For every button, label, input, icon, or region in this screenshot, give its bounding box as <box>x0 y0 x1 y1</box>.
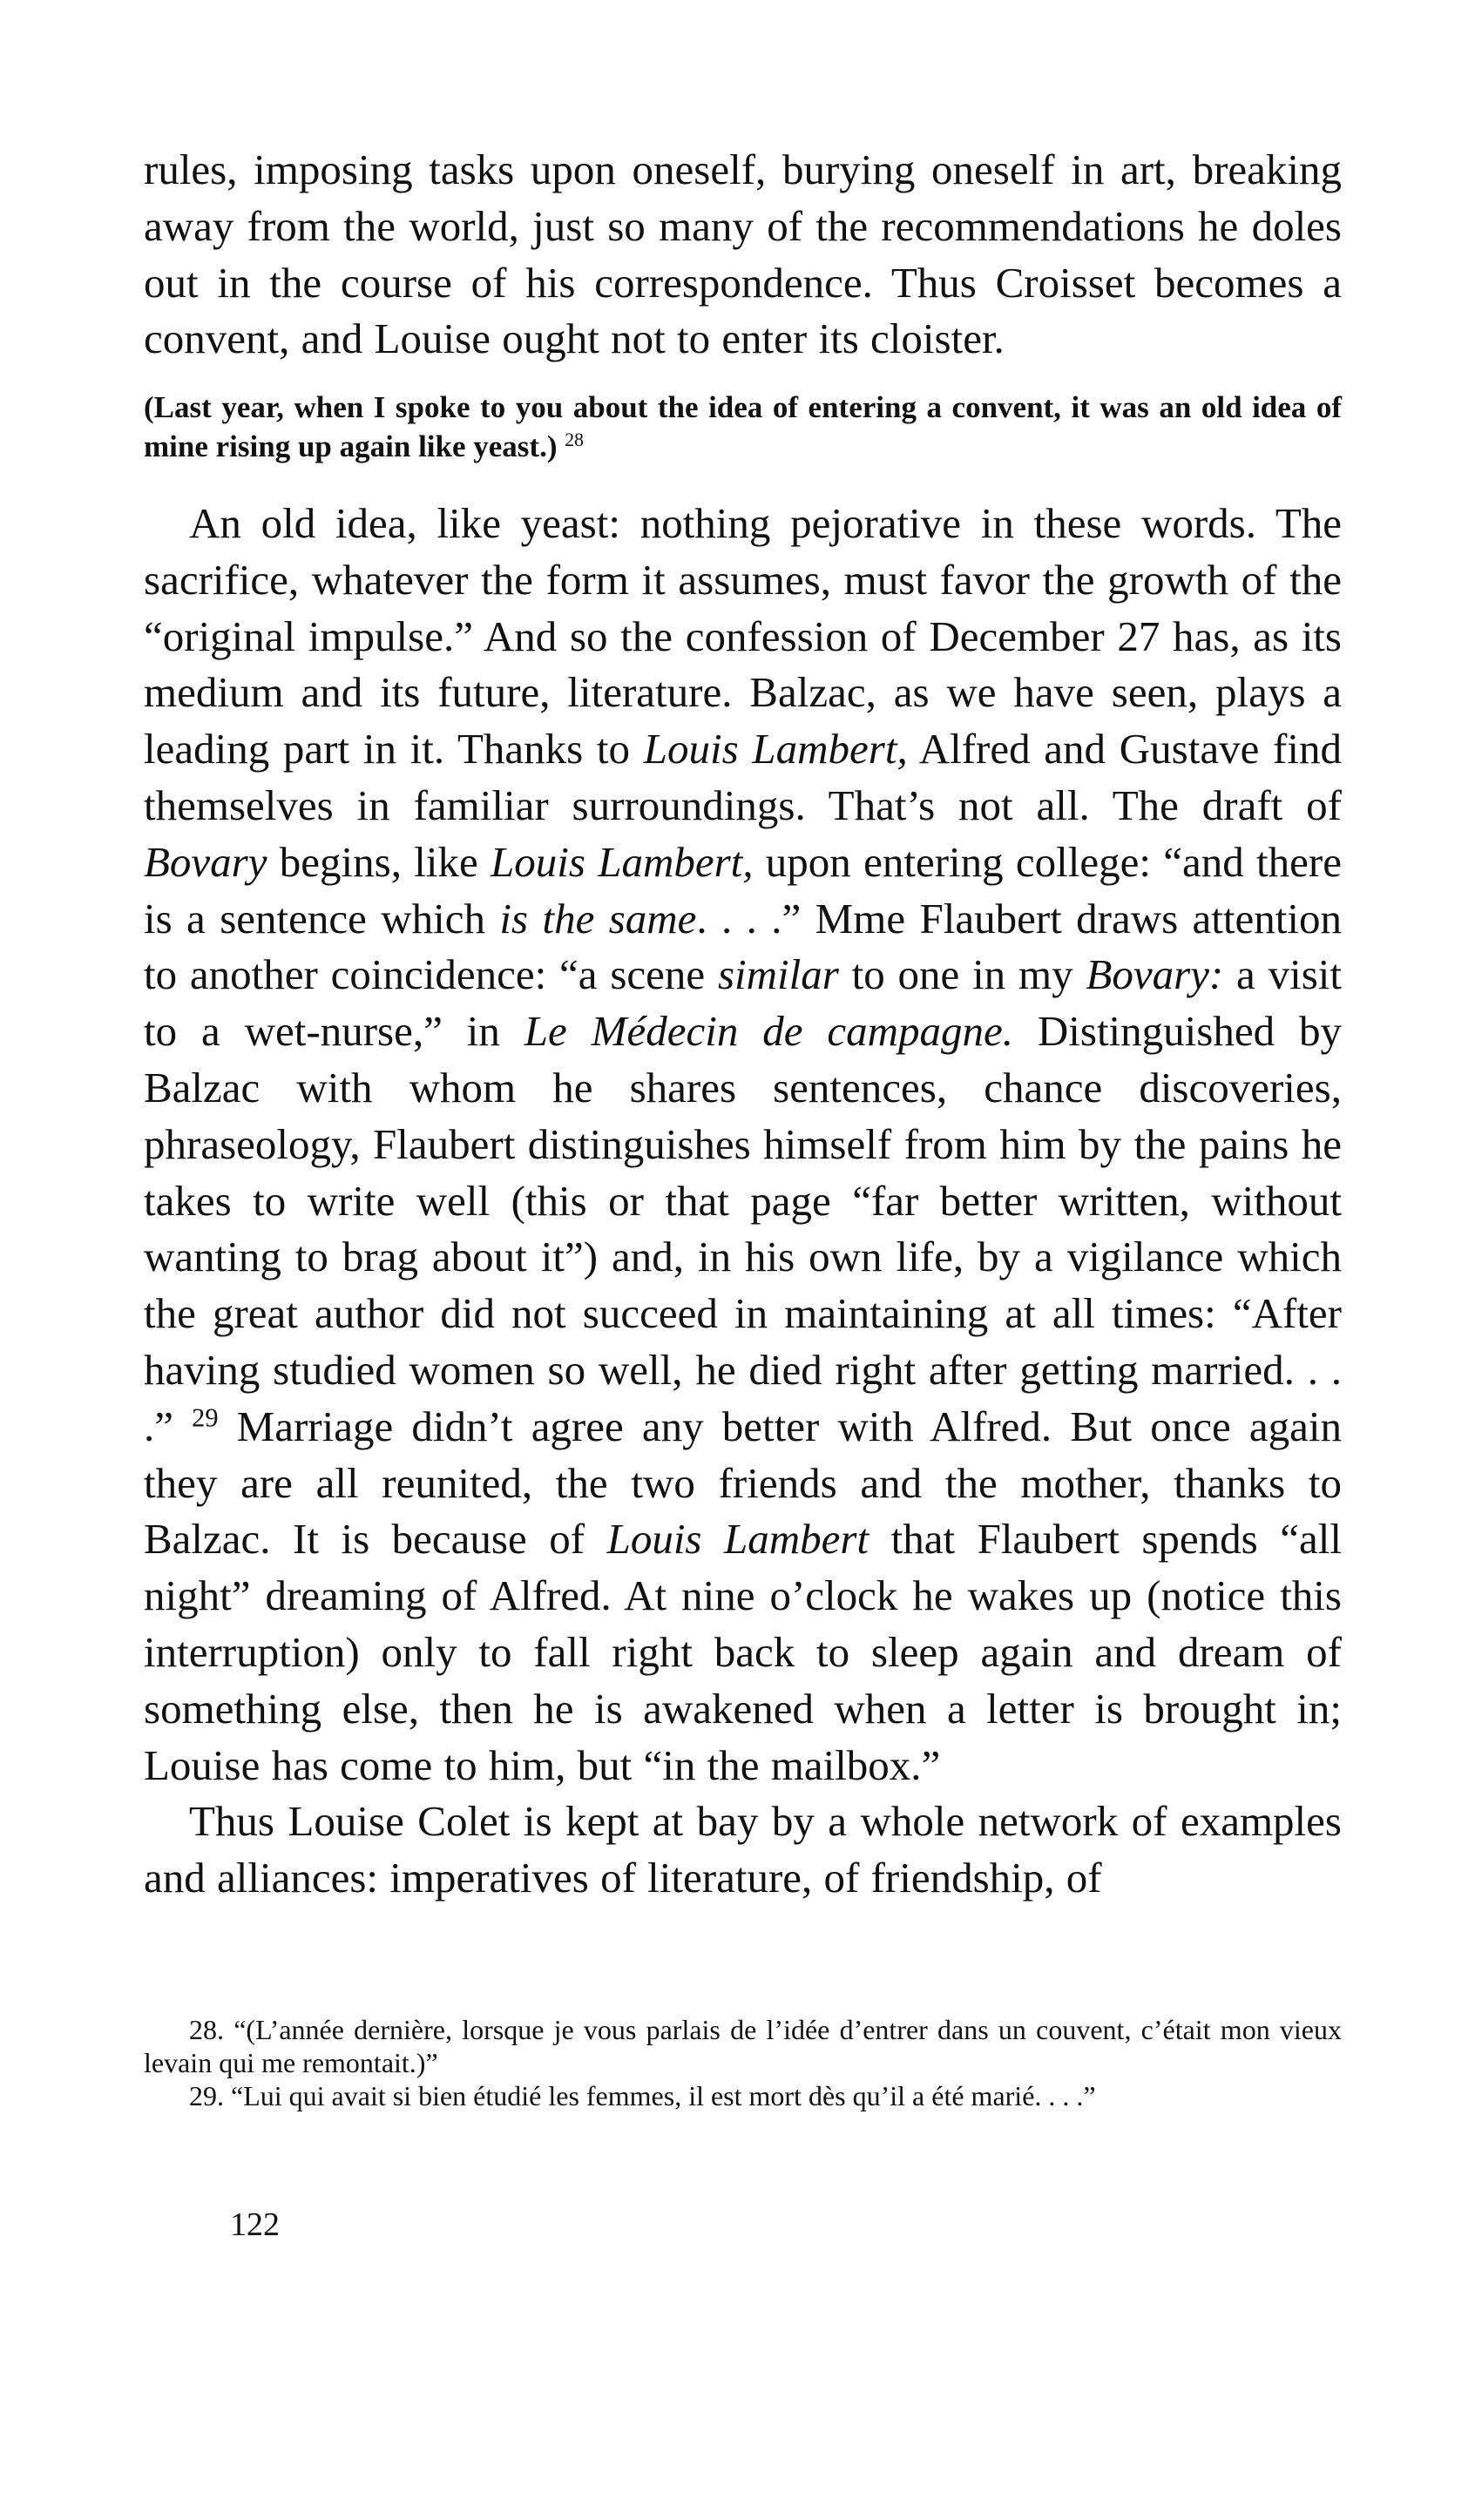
block-quote <box>144 388 1342 466</box>
page-number: 122 <box>230 2206 280 2243</box>
p2-text: to one in my <box>838 950 1086 999</box>
p2-text: begins, like <box>267 837 491 886</box>
footnote-number: 28. <box>189 2014 224 2045</box>
paragraph-1: rules, imposing tasks upon oneself, burying oneself in art, breaking away from the world, just so many of the recommendations he doles out in the course of his correspondence. Thus Croisset becomes a convent, and Louise ought not to enter its cloister. <box>144 145 1342 363</box>
footnotes <box>144 2013 1342 2112</box>
paragraph-2 <box>144 496 1342 1794</box>
body-text-main <box>144 496 1342 1907</box>
footnote-28 <box>144 2013 1342 2079</box>
title-bovary: Bovary <box>144 837 267 886</box>
p2-text: that Flaubert spends “all night” dreaming of Alfred. At nine o’clock he wakes up (notice this interruption) only to fall right back to sleep again and dream of something else, then he is awakened when a letter is brought in; Louise has come to him, but “in the mailbox.” <box>144 1515 1342 1789</box>
p2-text: a visit to a wet-nurse,” in <box>144 950 1342 1056</box>
title-louis-lambert: Louis Lambert <box>606 1515 869 1564</box>
emphasis-similar: similar <box>717 950 839 999</box>
p2-text: . . . .” Mme Flaubert draws attention to another coincidence: “a scene <box>144 894 1343 999</box>
body-text-top <box>144 142 1342 368</box>
title-le-medecin-de-campagne: Le Médecin de campagne. <box>524 1007 1013 1056</box>
footnote-ref-28: 28 <box>565 429 584 451</box>
title-louis-lambert: Louis Lambert, <box>491 837 754 886</box>
quote-text: (Last year, when I spoke to you about the idea of entering a convent, it was an old idea of mine rising up again like yeast.) <box>144 390 1342 463</box>
footnote-ref-29: 29 <box>192 1402 219 1433</box>
title-louis-lambert: Louis Lambert, <box>643 725 908 774</box>
title-bovary: Bovary: <box>1086 950 1224 999</box>
paragraph-3: Thus Louise Colet is kept at bay by a whole network of examples and alliances: imperatives of literature, of friendship, of <box>144 1797 1342 1902</box>
p2-text: Alfred and Gustave find themselves in familiar surroundings. That’s not all. The draft of <box>144 725 1342 829</box>
footnote-text: “Lui qui avait si bien étudié les femmes, il est mort dès qu’il a été marié. . . .” <box>231 2080 1096 2111</box>
emphasis-is-the-same: is the same <box>499 894 697 942</box>
footnote-text: “(L’année dernière, lorsque je vous parlais de l’idée d’entrer dans un couvent, c’était mon vieux levain qui me remontait.)” <box>144 2014 1343 2078</box>
footnote-number: 29. <box>189 2080 224 2111</box>
footnote-29 <box>144 2079 1342 2112</box>
p2-text: An old idea, like yeast: nothing pejorative in these words. The sacrifice, whatever the form it assumes, must favor the growth of the “original impulse.” And so the confession of December 27 has, as its medium and its future, literature. Balzac, as we have seen, plays a leading part in it. Thanks to <box>144 499 1342 774</box>
p2-text: upon entering college: “and there is a sentence which <box>144 837 1342 942</box>
p2-text: Distinguished by Balzac with whom he shares sentences, chance discoveries, phraseology, Flaubert distinguishes himself from him by the pains he takes to write well (this or that page “far better written, without wanting to brag about it”) and, in his own life, by a vigilance which the great author did not succeed in maintaining at all times: “After having studied women so well, he died right after getting married. . . .” <box>144 1007 1342 1450</box>
p2-text: Marriage didn’t agree any better with Alfred. But once again they are all reunited, the two friends and the mother, thanks to Balzac. It is because of <box>144 1402 1343 1564</box>
